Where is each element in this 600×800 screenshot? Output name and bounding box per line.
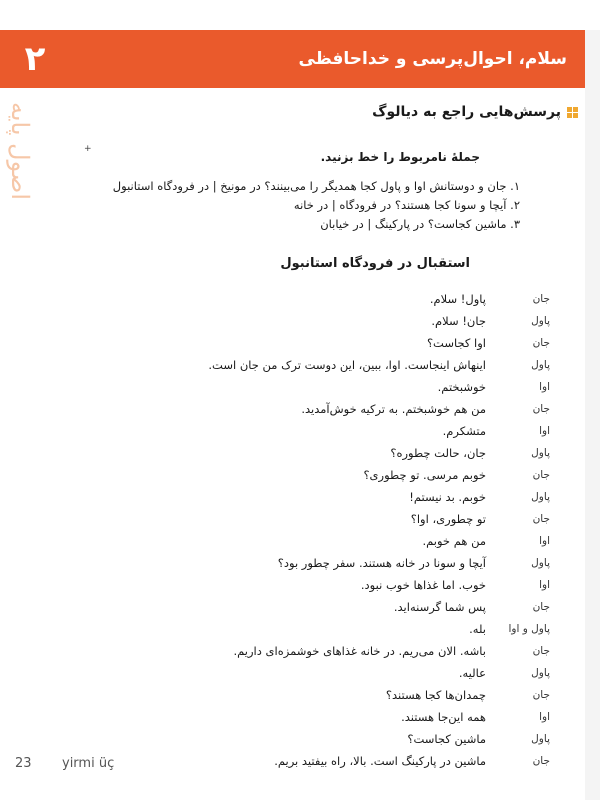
speaker: جان [532,755,550,767]
dialog-line [50,706,550,728]
question-item: ۳. ماشین کجاست؟ در پارکینگ | در خیابان [320,217,520,231]
speaker: پاول [531,447,550,459]
dialog-line [50,332,550,354]
speaker: پاول [531,667,550,679]
dialog-line [50,398,550,420]
dialog-line [50,596,550,618]
utterance: همه این‌جا هستند. [401,710,486,724]
speaker: اوا [539,535,550,547]
utterance: خوبم مرسی. تو چطوری؟ [363,468,486,482]
dialog [50,288,550,772]
utterance: آیچا و سونا در خانه هستند. سفر چطور بود؟ [277,556,486,570]
instruction: جملهٔ نامربوط را خط بزنید. [320,150,480,164]
dialog-line [50,310,550,332]
utterance: باشه. الان می‌ریم. در خانه غذاهای خوشمزه‌ای داریم. [233,644,486,658]
utterance: چمدان‌ها کجا هستند؟ [385,688,486,702]
speaker: پاول [531,491,550,503]
section-heading [372,104,578,120]
utterance: پاول! سلام. [429,292,486,306]
chapter-number: ۲ [24,39,46,79]
speaker: پاول [531,557,550,569]
dialog-line [50,552,550,574]
dialog-line [50,354,550,376]
utterance: من هم خوشبختم. به ترکیه خوش‌آمدید. [301,402,486,416]
utterance: جان! سلام. [431,314,486,328]
dialog-line [50,420,550,442]
speaker: جان [532,403,550,415]
grid-bullet-icon [567,107,578,118]
utterance: عالیه. [458,666,486,680]
dialog-line [50,530,550,552]
utterance: تو چطوری، اوا؟ [410,512,486,526]
section-heading-text: پرسش‌هایی راجع به دیالوگ [372,104,561,120]
dialog-line [50,376,550,398]
speaker: پاول [531,359,550,371]
utterance: من هم خوبم. [422,534,486,548]
speaker: پاول [531,733,550,745]
utterance: متشکرم. [442,424,486,438]
utterance: بله. [469,622,486,636]
utterance: ماشین کجاست؟ [407,732,486,746]
page-number-word: yirmi üç [62,756,115,771]
speaker: جان [532,689,550,701]
question-item: ۲. آیچا و سونا کجا هستند؟ در فرودگاه | در خانه [293,198,520,212]
margin-mark: + [84,144,92,154]
speaker: جان [532,337,550,349]
dialog-line [50,288,550,310]
dialog-line [50,508,550,530]
speaker: جان [532,645,550,657]
utterance: خوبم. بد نیستم! [409,490,486,504]
dialog-line [50,684,550,706]
utterance: خوشبختم. [437,380,486,394]
speaker: اوا [539,381,550,393]
speaker: اوا [539,711,550,723]
dialog-line [50,750,550,772]
dialog-line [50,728,550,750]
dialog-line [50,618,550,640]
speaker: پاول [531,315,550,327]
utterance: اینهاش اینجاست. اوا، ببین، این دوست ترک من جان است. [208,358,486,372]
dialog-heading: استقبال در فرودگاه استانبول [280,256,470,271]
dialog-line [50,464,550,486]
speaker: پاول و اوا [508,623,550,635]
speaker: جان [532,469,550,481]
speaker: جان [532,293,550,305]
speaker: جان [532,513,550,525]
speaker: جان [532,601,550,613]
chapter-header [0,30,585,88]
dialog-line [50,486,550,508]
utterance: جان، حالت چطوره؟ [390,446,486,460]
speaker: اوا [539,579,550,591]
utterance: ماشین در پارکینگ است. بالا، راه بیفتید بریم. [274,754,486,768]
dialog-line [50,662,550,684]
question-item: ۱. جان و دوستانش اوا و پاول کجا همدیگر را می‌بینند؟ در مونیخ | در فرودگاه استانبول [112,179,520,193]
page-number: 23 [15,756,32,771]
dialog-line [50,442,550,464]
question-list [80,177,520,234]
side-label: اصول پایه [6,101,34,201]
utterance: پس شما گرسنه‌اید. [393,600,486,614]
dialog-line [50,574,550,596]
dialog-line [50,640,550,662]
chapter-title: سلام، احوال‌پرسی و خداحافظی [298,49,567,69]
utterance: خوب. اما غذاها خوب نبود. [360,578,486,592]
utterance: اوا کجاست؟ [426,336,486,350]
page-edge [585,30,600,800]
speaker: اوا [539,425,550,437]
